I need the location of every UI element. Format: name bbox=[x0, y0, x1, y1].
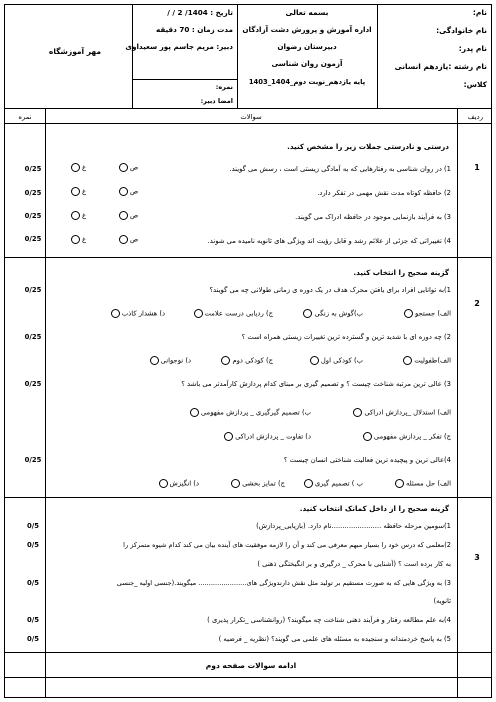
true-label: ص bbox=[130, 211, 139, 220]
s2-score-2: 0/25 bbox=[24, 333, 42, 341]
false-label: غ bbox=[82, 211, 87, 220]
school-seal-label: مهر آموزشگاه bbox=[48, 47, 101, 56]
option-label: الف) حل مسئله bbox=[406, 479, 451, 488]
radio-circle[interactable] bbox=[395, 479, 404, 488]
radio-circle[interactable] bbox=[111, 309, 120, 318]
radio-circle[interactable] bbox=[231, 479, 240, 488]
radio-circle[interactable] bbox=[404, 309, 413, 318]
s1-statement-3: 3) به فرآیند بازنمایی موجود در حافظه ادراک می گویند. bbox=[295, 213, 451, 221]
radio-circle[interactable] bbox=[224, 432, 233, 441]
continue-next-page: ادامه سوالات صفحه دوم bbox=[205, 661, 297, 670]
teacher-name: دبیر: مریم جاسم پور سعیداوی bbox=[125, 42, 233, 51]
exam-date: تاریخ : 1404/ 2 / / bbox=[167, 8, 233, 17]
s2-q4-option-c[interactable] bbox=[229, 479, 285, 488]
s2-question-1: 1)به توانایی افراد برای یافتن محرک هدف در یک دوره ی زمانی طولانی چه می گویند؟ bbox=[209, 286, 451, 294]
s2-q4-option-d[interactable] bbox=[157, 479, 199, 488]
s1-false-option-3[interactable] bbox=[69, 211, 86, 220]
exam-duration: مدت زمان : 70 دقیقه bbox=[155, 25, 233, 34]
col-score-header: نمره bbox=[18, 113, 32, 121]
s3-score-1: 0/5 bbox=[27, 522, 39, 530]
s2-q4-option-a[interactable] bbox=[393, 479, 451, 488]
s2-question-2: 2) چه دوره ای با شدید ترین و گسترده ترین تغییرات زیستی همراه است ؟ bbox=[241, 333, 451, 341]
s2-q3-option-c[interactable] bbox=[361, 432, 451, 441]
s1-false-option-4[interactable] bbox=[69, 235, 86, 244]
s1-score-1: 0/25 bbox=[24, 165, 42, 173]
s3-item-3-cont: ثانویه) bbox=[433, 597, 451, 605]
s3-score-2: 0/5 bbox=[27, 541, 39, 549]
radio-circle[interactable] bbox=[159, 479, 168, 488]
radio-circle[interactable] bbox=[150, 356, 159, 365]
option-label: د) تفاوت _ پردازش ادراکی bbox=[235, 432, 311, 441]
option-label: ب) کودکی اول bbox=[320, 356, 363, 365]
false-label: غ bbox=[82, 235, 87, 244]
option-label: الف) استدلال _پردازش ادراکی bbox=[364, 408, 451, 417]
radio-circle[interactable] bbox=[71, 235, 80, 244]
s3-item-4: 4)به علم مطالعه رفتار و فرآیند ذهنی شناخت چه میگویند؟ (روانشناسی _تکرار پذیری ) bbox=[207, 616, 451, 624]
s2-q3-option-a[interactable] bbox=[351, 408, 451, 417]
s2-score-4: 0/25 bbox=[24, 456, 42, 464]
option-label: الف)طفولیت bbox=[414, 356, 451, 365]
s3-item-2: 2)معلمی که درس خود را بسیار مبهم معرفی می کند و آن را لازمه موفقیت های آینده بیان می کند کدام شیوه متمرکز را bbox=[123, 541, 451, 549]
radio-circle[interactable] bbox=[353, 408, 362, 417]
option-label: الف) جستجو bbox=[414, 309, 451, 318]
false-label: غ bbox=[82, 187, 87, 196]
s1-statement-2: 2) حافظه کوتاه مدت نقش مهمی در تفکر دارد. bbox=[317, 189, 451, 197]
radio-circle[interactable] bbox=[71, 163, 80, 172]
col-questions-header: سوالات bbox=[240, 113, 262, 121]
s3-score-5: 0/5 bbox=[27, 635, 39, 643]
s2-q1-option-a[interactable] bbox=[402, 309, 451, 318]
field-label: نام رشته :یازدهم انسانی bbox=[394, 62, 487, 71]
s1-score-4: 0/25 bbox=[24, 235, 42, 243]
radio-circle[interactable] bbox=[310, 356, 319, 365]
s2-question-4: 4)عالی ترین و پیچیده ترین فعالیت شناختی انسان چیست ؟ bbox=[283, 456, 451, 464]
s2-question-3: 3) عالی ترین مرتبه شناخت چیست ؟ و تصمیم گیری بر مبنای کدام پردازش کارآمدتر می باشد ؟ bbox=[181, 380, 451, 388]
option-label: ب) تصمیم گیرگیری _ پردازش مفهومی bbox=[200, 408, 311, 417]
grade-term: پایه یازدهم_نوبت دوم_1404_1403 bbox=[248, 78, 366, 86]
office-name: اداره آموزش و پرورش دشت آزادگان bbox=[242, 25, 372, 34]
section-2-number: 2 bbox=[474, 299, 480, 308]
true-label: ص bbox=[130, 235, 139, 244]
option-label: ج) تمایز بخشی bbox=[242, 479, 285, 488]
s2-score-3: 0/25 bbox=[24, 380, 42, 388]
section-1-title: درستی و نادرستی جملات زیر را مشخص کنید. bbox=[287, 142, 449, 151]
radio-circle[interactable] bbox=[304, 479, 313, 488]
s3-item-1: 1)سومین مرحله حافظه .......................نام دارد. (بازیابی_پردازش) bbox=[256, 522, 451, 530]
score-label: نمره: bbox=[215, 83, 233, 91]
s1-score-2: 0/25 bbox=[24, 189, 42, 197]
section-2-title: گزینه صحیح را انتخاب کنید. bbox=[353, 268, 449, 277]
option-label: ج) تفکر _ پردازش مفهومی bbox=[373, 432, 451, 441]
s1-false-option-1[interactable] bbox=[69, 163, 86, 172]
s3-score-4: 0/5 bbox=[27, 616, 39, 624]
radio-circle[interactable] bbox=[119, 235, 128, 244]
s1-statement-4: 4) تغییراتی که جزئی از علائم رشد و قابل رؤیت اند ویژگی های ثانویه نامیده می شوند. bbox=[207, 237, 451, 245]
section-1-number: 1 bbox=[474, 163, 480, 172]
option-label: ج) کودکی دوم bbox=[232, 356, 273, 365]
option-label: د) انگیزش bbox=[169, 479, 199, 488]
s2-score-1: 0/25 bbox=[24, 286, 42, 294]
s2-q1-option-d[interactable] bbox=[109, 309, 165, 318]
family-name-label: نام خانوادگی: bbox=[436, 26, 487, 35]
option-label: د) هشدار کاذب bbox=[121, 309, 165, 318]
s2-q2-option-c[interactable] bbox=[219, 356, 273, 365]
radio-circle[interactable] bbox=[190, 408, 199, 417]
s2-q2-option-a[interactable] bbox=[401, 356, 451, 365]
signature-label: امضا دبیر: bbox=[200, 97, 233, 105]
s2-q4-option-b[interactable] bbox=[302, 479, 363, 488]
true-label: ص bbox=[130, 187, 139, 196]
s1-true-option-3[interactable] bbox=[117, 211, 138, 220]
s2-q1-option-b[interactable] bbox=[301, 309, 363, 318]
radio-circle[interactable] bbox=[363, 432, 372, 441]
false-label: غ bbox=[82, 163, 87, 172]
s1-false-option-2[interactable] bbox=[69, 187, 86, 196]
s1-statement-1: 1) در روان شناسی به رفتارهایی که به آمادگی زیستی است ، رسش می گویند. bbox=[229, 165, 451, 173]
s2-q2-option-b[interactable] bbox=[308, 356, 363, 365]
radio-circle[interactable] bbox=[119, 211, 128, 220]
s1-score-3: 0/25 bbox=[24, 212, 42, 220]
radio-circle[interactable] bbox=[303, 309, 312, 318]
option-label: ج) ردیابی درست علامت bbox=[204, 309, 273, 318]
radio-circle[interactable] bbox=[403, 356, 412, 365]
true-label: ص bbox=[130, 163, 139, 172]
section-3-number: 3 bbox=[474, 553, 480, 562]
s2-q3-option-b[interactable] bbox=[188, 408, 311, 417]
radio-circle[interactable] bbox=[119, 163, 128, 172]
radio-circle[interactable] bbox=[194, 309, 203, 318]
s2-q2-option-d[interactable] bbox=[148, 356, 191, 365]
s3-item-5: 5) به پاسخ خردمندانه و سنجیده به مسئله های علمی می گویند؟ (نظریه _ فرضیه ) bbox=[218, 635, 451, 643]
option-label: د) نوجوانی bbox=[160, 356, 191, 365]
radio-circle[interactable] bbox=[71, 187, 80, 196]
radio-circle[interactable] bbox=[71, 211, 80, 220]
exam-header bbox=[5, 5, 491, 109]
class-label: کلاس: bbox=[463, 80, 487, 89]
s3-item-3: 3) به ویژگی هایی که به صورت مستقیم بر تولید مثل نقش دارندویژگی های....................... میگویند.(جنسی اولیه _جنسی bbox=[116, 579, 451, 587]
option-label: ب)گوش به زنگی bbox=[314, 309, 363, 318]
exam-page bbox=[4, 4, 492, 698]
school-name: دبیرستان رضوان bbox=[277, 42, 337, 51]
s3-score-3: 0/5 bbox=[27, 579, 39, 587]
col-row-header: ردیف bbox=[467, 113, 483, 121]
option-label: ب ) تصمیم گیری bbox=[314, 479, 363, 488]
section-3-title: گزینه صحیح را از داخل کمانک انتخاب کنید. bbox=[299, 504, 449, 513]
s3-item-2-cont: به کار برده است ؟ (آشنایی با محرک _ درگیری و بر انگیختگی ذهنی ) bbox=[257, 560, 451, 568]
exam-title: آزمون روان شناسی bbox=[271, 59, 343, 68]
s1-true-option-1[interactable] bbox=[117, 163, 138, 172]
s2-q1-option-c[interactable] bbox=[192, 309, 273, 318]
father-name-label: نام پدر: bbox=[458, 44, 487, 53]
student-name-label: نام: bbox=[472, 8, 487, 17]
s1-true-option-4[interactable] bbox=[117, 235, 138, 244]
s1-true-option-2[interactable] bbox=[117, 187, 138, 196]
bismillah: بسمه تعالی bbox=[285, 8, 329, 17]
radio-circle[interactable] bbox=[119, 187, 128, 196]
radio-circle[interactable] bbox=[221, 356, 230, 365]
s2-q3-option-d[interactable] bbox=[222, 432, 311, 441]
